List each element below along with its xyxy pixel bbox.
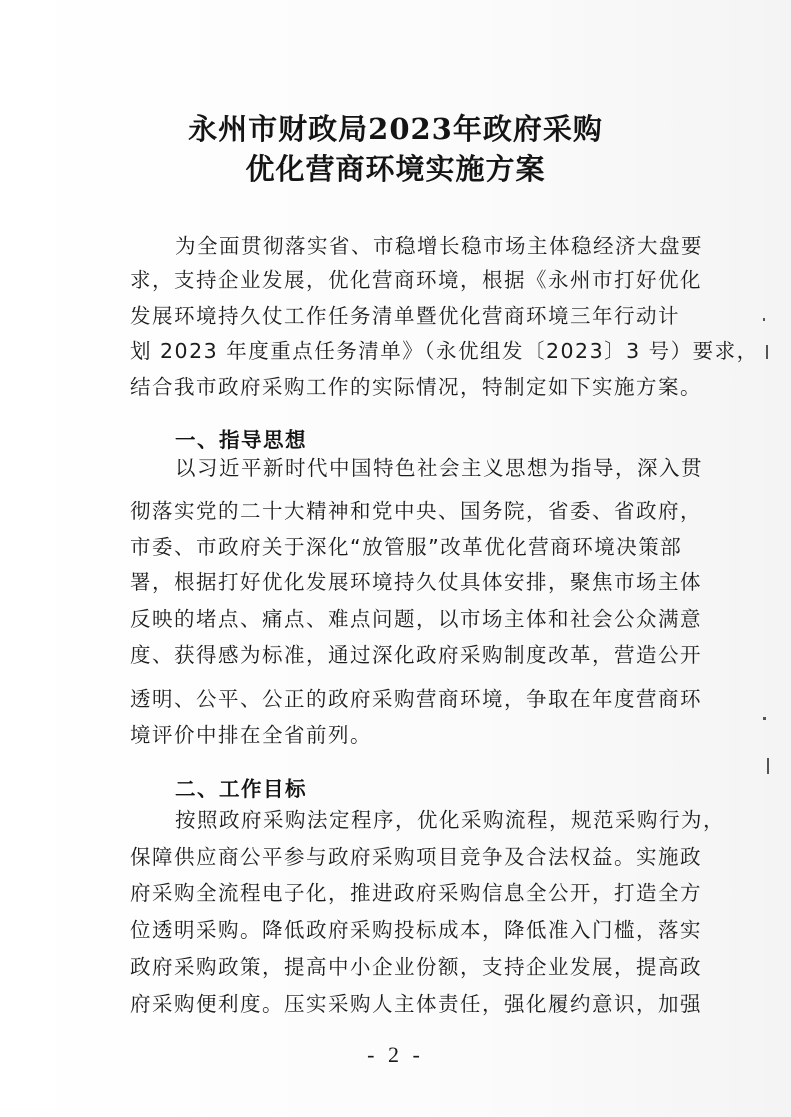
section2-line-4: 位透明采购。降低政府采购投标成本，降低准入门槛，落实 [130,918,702,942]
section1-line-4: 署，根据打好优化发展环境持久仗具体安排，聚焦市场主体 [130,570,702,594]
section1-line-7: 透明、公平、公正的政府采购营商环境，争取在年度营商环 [130,687,702,711]
section1-line-1: 以习近平新时代中国特色社会主义思想为指导，深入贯 [175,456,703,480]
section-heading-work-goals: 二、工作目标 [175,777,307,801]
section1-line-8: 境评价中排在全省前列。 [130,723,372,747]
section2-line-1: 按照政府采购法定程序，优化采购流程，规范采购行为， [175,808,725,832]
section2-line-5: 政府采购政策，提高中小企业份额，支持企业发展，提高政 [130,955,702,979]
intro-line-2: 求，支持企业发展，优化营商环境，根据《永州市打好优化 [130,268,702,292]
document-title-line-1: 永州市财政局2023年政府采购 [188,112,603,146]
page-number: - 2 - [367,1042,424,1067]
scan-speck [763,318,765,321]
intro-line-4: 划 2023 年度重点任务清单》（永优组发〔2023〕3 号）要求， [130,339,759,363]
section2-line-6: 府采购便利度。压实采购人主体责任，强化履约意识，加强 [130,992,702,1016]
intro-line-1: 为全面贯彻落实省、市稳增长稳市场主体稳经济大盘要 [175,234,703,258]
intro-line-5: 结合我市政府采购工作的实际情况，特制定如下实施方案。 [130,375,702,399]
scan-mark [766,345,768,359]
scan-speck [763,717,766,720]
section2-line-2: 保障供应商公平参与政府采购项目竞争及合法权益。实施政 [130,845,702,869]
section1-line-6: 度、获得感为标准，通过深化政府采购制度改革，营造公开 [130,643,702,667]
scan-mark [767,758,769,774]
intro-line-3: 发展环境持久仗工作任务清单暨优化营商环境三年行动计 [130,304,680,328]
section-heading-guiding-ideology: 一、指导思想 [175,428,307,452]
section1-line-2: 彻落实党的二十大精神和党中央、国务院，省委、省政府， [130,499,702,523]
section1-line-5: 反映的堵点、痛点、难点问题，以市场主体和社会公众满意 [130,607,702,631]
document-title-line-2: 优化营商环境实施方案 [245,152,546,186]
section1-line-3: 市委、市政府关于深化“放管服”改革优化营商环境决策部 [130,535,683,559]
section2-line-3: 府采购全流程电子化，推进政府采购信息全公开，打造全方 [130,881,702,905]
